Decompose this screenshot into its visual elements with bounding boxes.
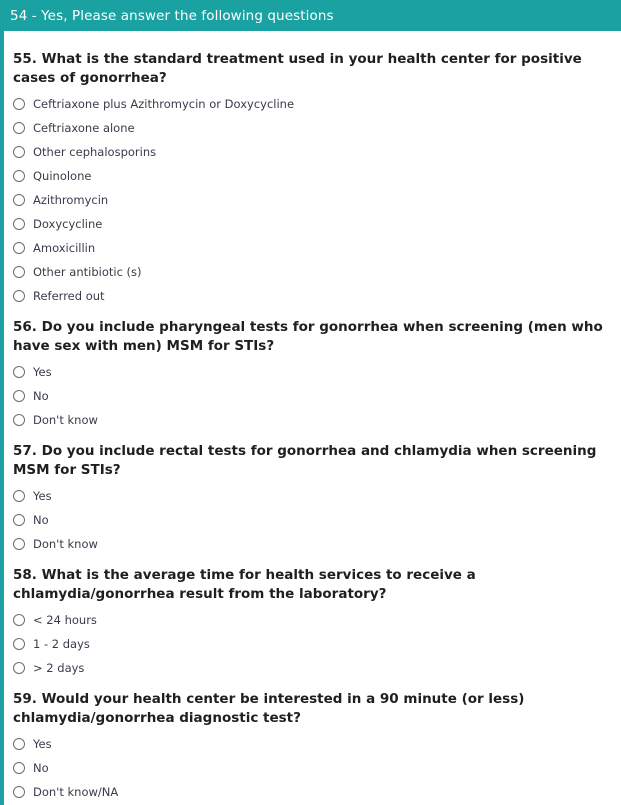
radio-button-icon[interactable] bbox=[13, 414, 25, 426]
radio-option[interactable] bbox=[13, 192, 607, 207]
radio-option[interactable] bbox=[13, 660, 607, 675]
questions-container bbox=[0, 50, 621, 799]
radio-option[interactable] bbox=[13, 736, 607, 751]
radio-option[interactable] bbox=[13, 364, 607, 379]
radio-option-label: Yes bbox=[33, 736, 52, 751]
options-list bbox=[13, 96, 607, 303]
radio-option[interactable] bbox=[13, 240, 607, 255]
radio-button-icon[interactable] bbox=[13, 638, 25, 650]
question-block bbox=[13, 566, 607, 675]
radio-option-label: Ceftriaxone alone bbox=[33, 120, 135, 135]
radio-option-label: Quinolone bbox=[33, 168, 92, 183]
radio-button-icon[interactable] bbox=[13, 122, 25, 134]
radio-option[interactable] bbox=[13, 784, 607, 799]
radio-button-icon[interactable] bbox=[13, 738, 25, 750]
radio-button-icon[interactable] bbox=[13, 218, 25, 230]
radio-option[interactable] bbox=[13, 288, 607, 303]
question-block bbox=[13, 318, 607, 427]
radio-button-icon[interactable] bbox=[13, 614, 25, 626]
radio-option[interactable] bbox=[13, 216, 607, 231]
radio-option-label: Other cephalosporins bbox=[33, 144, 157, 159]
radio-option[interactable] bbox=[13, 612, 607, 627]
radio-option[interactable] bbox=[13, 168, 607, 183]
question-block bbox=[13, 442, 607, 551]
radio-option[interactable] bbox=[13, 144, 607, 159]
question-title: 55. What is the standard treatment used in your health center for positive cases of gonorrhea? bbox=[13, 51, 582, 86]
radio-option[interactable] bbox=[13, 120, 607, 135]
radio-option-label: < 24 hours bbox=[33, 612, 97, 627]
radio-option-label: Ceftriaxone plus Azithromycin or Doxycycline bbox=[33, 96, 295, 111]
radio-option-label: Yes bbox=[33, 488, 52, 503]
options-list bbox=[13, 488, 607, 551]
options-list bbox=[13, 612, 607, 675]
section-header bbox=[0, 0, 621, 31]
radio-option-label: Don't know bbox=[33, 412, 98, 427]
radio-option-label: No bbox=[33, 760, 49, 775]
radio-option[interactable] bbox=[13, 388, 607, 403]
radio-option-label: Yes bbox=[33, 364, 52, 379]
question-title: 58. What is the average time for health services to receive a chlamydia/gonorrhea result from the laboratory? bbox=[13, 567, 476, 602]
radio-option-label: Doxycycline bbox=[33, 216, 103, 231]
radio-option-label: Azithromycin bbox=[33, 192, 109, 207]
radio-option[interactable] bbox=[13, 96, 607, 111]
radio-option[interactable] bbox=[13, 536, 607, 551]
radio-button-icon[interactable] bbox=[13, 786, 25, 798]
radio-button-icon[interactable] bbox=[13, 538, 25, 550]
radio-option[interactable] bbox=[13, 636, 607, 651]
radio-option-label: Amoxicillin bbox=[33, 240, 96, 255]
radio-button-icon[interactable] bbox=[13, 514, 25, 526]
question-block bbox=[13, 50, 607, 303]
radio-option-label: Other antibiotic (s) bbox=[33, 264, 142, 279]
radio-button-icon[interactable] bbox=[13, 194, 25, 206]
radio-button-icon[interactable] bbox=[13, 490, 25, 502]
radio-option-label: No bbox=[33, 512, 49, 527]
radio-option[interactable] bbox=[13, 412, 607, 427]
radio-button-icon[interactable] bbox=[13, 170, 25, 182]
radio-option-label: Don't know/NA bbox=[33, 784, 119, 799]
question-block bbox=[13, 690, 607, 799]
radio-option-label: Don't know bbox=[33, 536, 98, 551]
question-title: 56. Do you include pharyngeal tests for gonorrhea when screening (men who have sex with men) MSM for STIs? bbox=[13, 319, 603, 354]
radio-option[interactable] bbox=[13, 488, 607, 503]
radio-option[interactable] bbox=[13, 264, 607, 279]
options-list bbox=[13, 364, 607, 427]
radio-button-icon[interactable] bbox=[13, 290, 25, 302]
question-title: 57. Do you include rectal tests for gonorrhea and chlamydia when screening MSM for STIs? bbox=[13, 443, 597, 478]
radio-option-label: 1 - 2 days bbox=[33, 636, 90, 651]
radio-option[interactable] bbox=[13, 760, 607, 775]
radio-button-icon[interactable] bbox=[13, 266, 25, 278]
radio-button-icon[interactable] bbox=[13, 146, 25, 158]
radio-button-icon[interactable] bbox=[13, 390, 25, 402]
radio-button-icon[interactable] bbox=[13, 98, 25, 110]
radio-button-icon[interactable] bbox=[13, 662, 25, 674]
question-title: 59. Would your health center be interested in a 90 minute (or less) chlamydia/gonorrhea diagnostic test? bbox=[13, 691, 525, 726]
radio-button-icon[interactable] bbox=[13, 242, 25, 254]
radio-option-label: > 2 days bbox=[33, 660, 85, 675]
section-header-title: 54 - Yes, Please answer the following questions bbox=[10, 7, 334, 24]
radio-option[interactable] bbox=[13, 512, 607, 527]
left-accent-stripe bbox=[0, 0, 4, 805]
radio-button-icon[interactable] bbox=[13, 366, 25, 378]
options-list bbox=[13, 736, 607, 799]
radio-option-label: Referred out bbox=[33, 288, 105, 303]
radio-button-icon[interactable] bbox=[13, 762, 25, 774]
radio-option-label: No bbox=[33, 388, 49, 403]
